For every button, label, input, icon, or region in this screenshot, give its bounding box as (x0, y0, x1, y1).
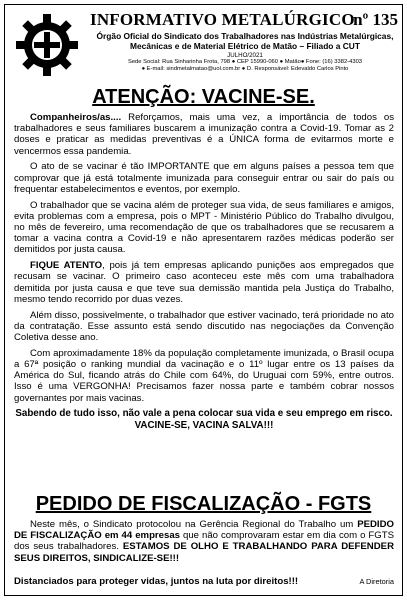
paragraph-2: O ato de se vacinar é tão IMPORTANTE que em alguns países a pessoa tem que comprovar que já está totalmente imunizada para conseguir entrar ou sair do país ou frequentar estabelecimentos e eventos, por exemplo. (14, 161, 394, 195)
issue-number: nº 135 (353, 10, 398, 29)
union-call-to-action: ESTAMOS DE OLHO E TRABALHANDO PARA DEFENDER SEUS DIREITOS, SINDICALIZE-SE!!! (14, 541, 394, 564)
edition-date: JULHO/2021 (227, 52, 263, 59)
vaccine-article (14, 112, 394, 435)
contact-info (90, 59, 400, 73)
contact-address: Sede Social: Rua Sinharinha Frota, 798 ● CEP 15990-060 ● Matão● Fone: (16) 3382-4303 (127, 59, 363, 65)
paragraph-3: O trabalhador que se vacina além de proteger sua vida, de seus familiares e amigos, evita problemas com a empresa, pois o MPT - Ministério Público do Trabalho divulgou, no mês de fevereiro, uma recomendação de que os trabalhadores que se recusarem a tomar a vacina contra a Covid-19 e não apresentarem razões médicas poderão ser demitidos por justa causa. (14, 199, 394, 256)
masthead (6, 6, 401, 86)
paragraph-4: FIQUE ATENTO, pois já tem empresas aplicando punições aos empregados que recusam se vacinar. O primeiro caso aconteceu este mês com uma trabalhadora demitida por justa causa e que teve sua demissão mantida pela Justiça do Trabalho, mesmo tendo recorrido por duas vezes. (14, 260, 394, 305)
paragraph-1: Companheiros/as.... Reforçamos, mais uma vez, a importância de todos os trabalhadores e seus familiares buscarem a imunização contra a Covid-19. Tomar as 2 doses e praticar as medidas preventivas é a ÚNICA forma de evitarmos morte e vencermos essa pandemia. (14, 112, 394, 157)
paragraph-6: Com aproximadamente 18% da população completamente imunizada, o Brasil ocupa a 67ª posição o ranking mundial da vacinação e o 11º lugar entre os 13 países da América do Sul, ficando atrás do Chile com 64%, do Uruguai com 59%, entre outros. Isso é uma VERGONHA! Precisamos fazer nossa parte e também cobrar nossos governantes por mais vacinas. (14, 347, 394, 404)
fiscalization-request: PEDIDO DE FISCALIZAÇÃO em 44 empresas (14, 519, 394, 542)
greeting: Companheiros/as.... (30, 112, 122, 123)
fgts-headline (0, 493, 407, 516)
vaccine-headline-text: ATENÇÃO: VACINE-SE. (92, 86, 315, 108)
fgts-article (14, 519, 394, 564)
contact-email: ● E-mail: sindmetalmatao@uol.com.br ● D. Responsável: Edevaldo Carlos Pinto (141, 66, 349, 72)
paragraph-5: Além disso, possivelmente, o trabalhador que estiver vacinado, terá prioridade no ato da contratação. Esse assunto está sendo discutido nas negociações da Convenção Coletiva desse ano. (14, 309, 394, 344)
fgts-paragraph: Neste mês, o Sindicato protocolou na Gerência Regional do Trabalho um PEDIDO DE FISCALIZAÇÃO em 44 empresas que não comprovaram estar em dia com o FGTS dos seus trabalhadores. ESTAMOS DE OLHO E TRABALHANDO PARA DEFENDER SEUS DIREITOS, SINDICALIZE-SE!!! (14, 519, 394, 564)
footer-slogan: Distanciados para proteger vidas, juntos na luta por direitos!!! (14, 576, 299, 587)
footer (14, 576, 394, 587)
warning-lead: FIQUE ATENTO (30, 260, 103, 272)
masthead-subtitle: Órgão Oficial do Sindicato dos Trabalhadores nas Indústrias Metalúrgicas, Mecânicas e de Material Elétrico de Matão – Filiado a CUT (96, 31, 394, 51)
fgts-headline-text: PEDIDO DE FISCALIZAÇÃO - FGTS (35, 493, 372, 515)
union-gear-logo (12, 10, 82, 80)
signature: A Diretoria (359, 577, 394, 586)
closing-callout: Sabendo de tudo isso, não vale a pena colocar sua vida e seu emprego em risco. VACINE-SE, VACINA SALVA!!! (15, 408, 393, 431)
publication-title: INFORMATIVO METALÚRGICO (90, 10, 355, 29)
vaccine-headline (0, 86, 407, 109)
masthead-title-row (90, 10, 400, 32)
